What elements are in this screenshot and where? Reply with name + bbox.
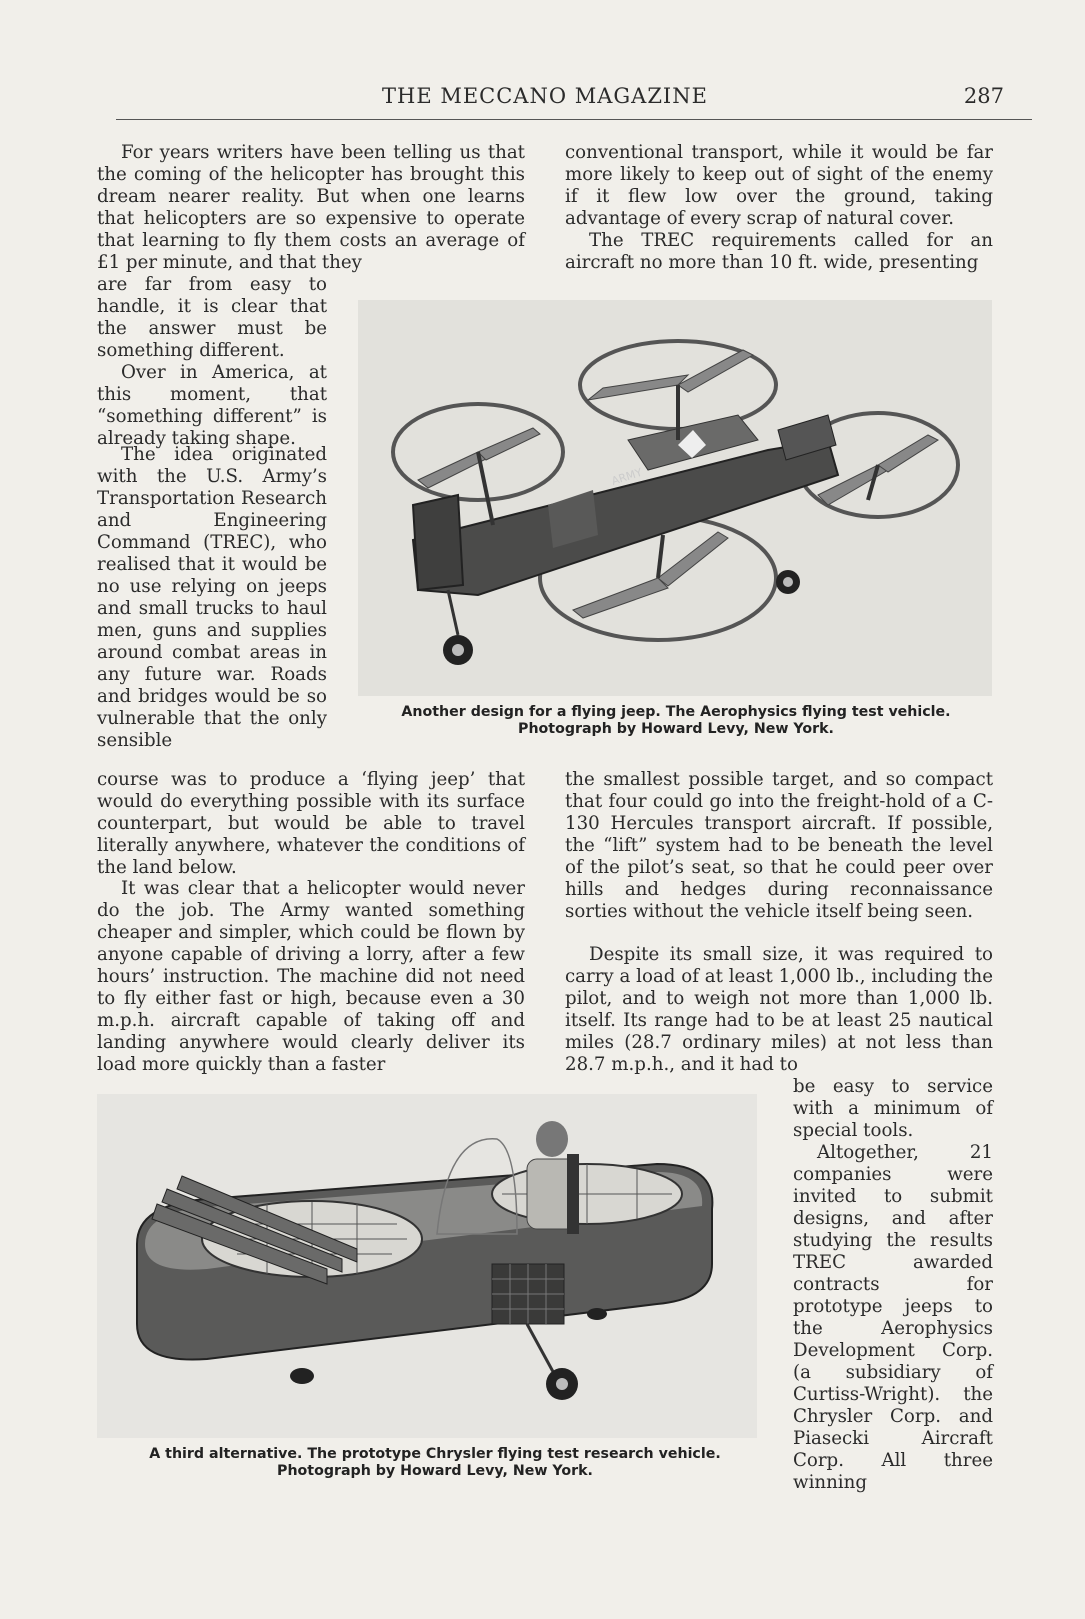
chrysler-vehicle-illustration — [97, 1094, 757, 1438]
left-paragraph-2: Over in America, at this moment, that “something different” is already taking shape. — [97, 362, 327, 449]
right-paragraph-3: Despite its small size, it was required to carry a load of at least 1,000 lb., including the pilot, and to weigh not more than 1,000 lb. itself. Its range had to be at least 25 nautical miles (28.7 ordinary miles) at not less than 28.7 m.p.h., and it had to — [565, 944, 993, 1075]
right-paragraph-2-continued: the smallest possible target, and so compact that four could go into the freight-hold of a C-130 Hercules transport aircraft. If possible, the “lift” system had to be beneath the level of the pilot’s seat, so that he could peer over hills and hedges during reconnaissance sorties without the vehicle itself being seen. — [565, 769, 993, 922]
page-header — [120, 84, 1032, 114]
right-paragraph-4: Altogether, 21 companies were invited to submit designs, and after studying the results TREC awarded contracts for prototype jeeps to the Aerophysics Development Corp. (a subsidiary of Curtiss-Wright). the Chrysler Corp. and Piasecki Aircraft Corp. All three winning — [793, 1142, 993, 1493]
chrysler-vehicle-photo — [97, 1094, 757, 1438]
left-paragraph-4: It was clear that a helicopter would never do the job. The Army wanted something cheaper and simpler, which could be flown by anyone capable of driving a lorry, after a few hours’ instruction. The machine did not need to fly either fast or high, because even a 30 m.p.h. aircraft capable of taking off and landing anywhere would clearly deliver its load more quickly than a faster — [97, 878, 525, 1075]
left-paragraph-1-narrow: are far from easy to handle, it is clear that the answer must be something different. — [97, 274, 327, 361]
right-paragraph-2: The TREC requirements called for an aircraft no more than 10 ft. wide, presenting — [565, 230, 993, 273]
page-number: 287 — [963, 84, 1004, 108]
left-paragraph-3: The idea originated with the U.S. Army’s Transportation Research and Engineering Command (TREC), who realised that it would be no use relying on jeeps and small trucks to haul men, guns and supplies around combat areas in any future war. Roads and bridges would be so vulnerable that the only sensible — [97, 444, 327, 751]
aerophysics-vehicle-illustration — [358, 300, 992, 696]
vehicle-marking: ARMY — [609, 465, 644, 488]
header-rule — [116, 119, 1032, 120]
magazine-title: THE MECCANO MAGAZINE — [382, 84, 708, 108]
right-paragraph-3-narrow: be easy to service with a minimum of special tools. — [793, 1076, 993, 1141]
aerophysics-vehicle-photo — [358, 300, 992, 696]
left-paragraph-1: For years writers have been telling us that the coming of the helicopter has brought this dream nearer reality. But when one learns that helicopters are so expensive to operate that learning to fly them costs an average of £1 per minute, and that they — [97, 142, 525, 273]
figure-1-caption: Another design for a flying jeep. The Aerophysics flying test vehicle. Photograph by Howard Levy, New York. — [401, 704, 951, 737]
left-paragraph-3-continued: course was to produce a ‘flying jeep’ that would do everything possible with its surface counterpart, but would be able to travel literally anywhere, whatever the conditions of the land below. — [97, 769, 525, 878]
right-paragraph-1: conventional transport, while it would be far more likely to keep out of sight of the enemy if it flew low over the ground, taking advantage of every scrap of natural cover. — [565, 142, 993, 229]
figure-2-caption: A third alternative. The prototype Chrysler flying test research vehicle. Photograph by Howard Levy, New York. — [149, 1446, 721, 1479]
